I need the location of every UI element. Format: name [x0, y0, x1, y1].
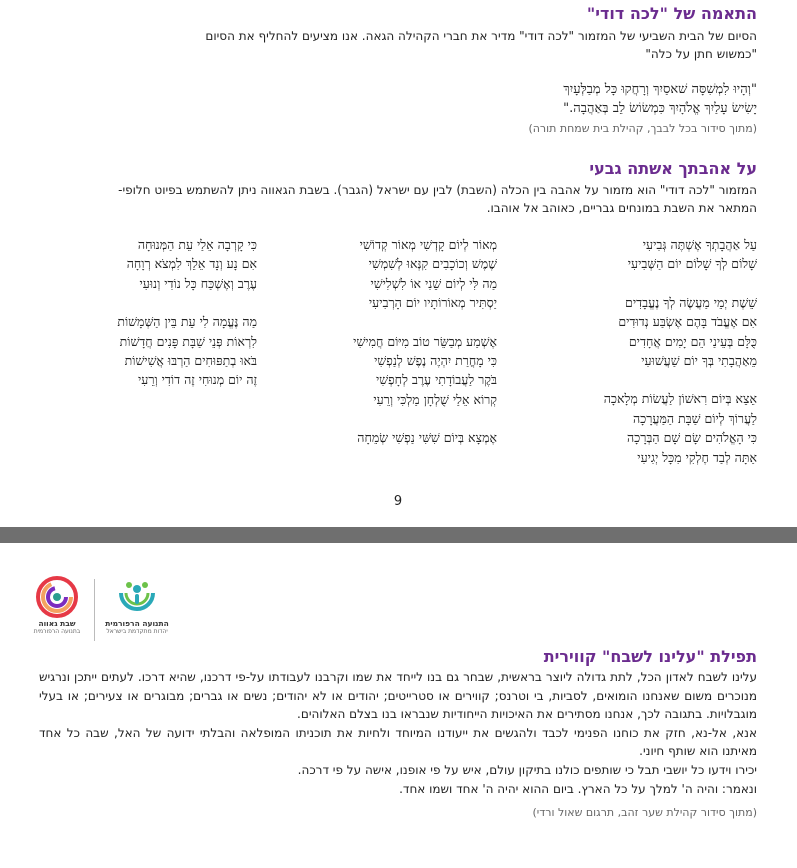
prayer-paragraph: עלינו לשבח לאדון הכל, לתת גדולה ליוצר בראשית, שבחר גם בנו לייחד את שמו וקרבנו לעבודתו על-פי דרכנו, שהיא דרכו. לעתים ייתכן ונרגיש מנוכרים משום שאנחנו הומואים, לסביות, בי וטרנס; קווירים או סטרייטים; יהודים או לא יהודים; נשים או גברים; מבוגרים או צעירים; או בעלי מוגבלויות. בתגובה לכך, אנחנו מסתירים את האיכויות הייחודיות שנבראו בנו בצלם האלוהים. [39, 670, 757, 722]
poem-line: כִּי מָחֳרַת יִהְיֶה נֶפֶשׁ לְנַפְשִׁי [374, 353, 497, 369]
poem-line: אַתָּה לְבַד חֶלְקִי מִכָּל יְגִיעִי [637, 449, 757, 465]
pride-shabbat-logo [22, 575, 92, 645]
poem-line: כִּי הָאֱלֹהִים שָׂם שָׁם הַבְּרָכָה [626, 430, 757, 446]
section-title-aleinu: תפילת "עלינו לשבח" קווירית [543, 647, 757, 666]
poem-line: שָׁלוֹם לְךָ שָׁלוֹם יוֹם הַשְּׁבִיעִי [627, 256, 757, 272]
poem-line: אֵצֵא בְּיוֹם רִאשׁוֹן לַעֲשׂוֹת מְלָאכָה [603, 391, 757, 407]
poem-stanza [267, 235, 497, 313]
poem-stanza [27, 235, 257, 293]
intro-line: המתאר את השבת במונחים גבריים, כאוהב אל אוהבו. [486, 201, 757, 215]
poem-line: בֹּקֶר לַעֲבוֹדָתִי עֶרֶב לְחָפְשִׁי [376, 372, 497, 388]
poem-line: אִם נָע וְנָד אֵלֵךְ לִמְצֹא רְוָחָה [126, 256, 257, 272]
rainbow-swirl-icon [35, 575, 79, 619]
section-title-al-ahavatcha: על אהבתך אשתה גבעי [589, 159, 757, 178]
poem-column-2 [267, 235, 497, 467]
section-title-lecha-dodi-adaptation: התאמה של "לכה דודי" [586, 4, 757, 23]
prayer-paragraph: יכירו וידעו כל יושבי תבל כי שותפים כולנו בתיקון עולם, איש על פי אופנו, אישה על פי דרכה. [297, 762, 757, 777]
poem-stanza [527, 389, 757, 467]
prayer-paragraph: אנא, אל-נא, חזק את כוחנו הפנימי לכבד ולהגשים את ייעודנו המיוחד ולחיות את תוכניתו המופלאה והבלתי ידועה של האל, שבה כל אחד מאיתנו הוא שותף חיוני. [39, 725, 757, 759]
poem-line: אִם אֶעֱבֹד בָּהֶם אֶשְׂבַּע נְדוּדִים [618, 314, 757, 330]
poem-line: כִּי קָרְבָה אֵלַי עֵת הַמְּנוּחָה [137, 237, 257, 252]
poem-line: עַל אַהֲבָתְךָ אֶשְׁתֶּה גְּבִיעִי [642, 237, 757, 252]
prayer-paragraph: ונאמר: והיה ה' למלך על כל הארץ. ביום ההוא יהיה ה' אחד ושמו אחד. [399, 781, 757, 796]
quote-line: יָשִׂישׂ עָלַיִךְ אֱלֹהָיִךְ כִּמְשׂוֹשׂ לֵב בְּאַהֲבָה." [563, 101, 757, 116]
page-10 [0, 543, 797, 868]
section2-intro [0, 181, 757, 217]
poem-line: כֻּלָּם בְּעֵינַי הֵם יָמִים אֲחָדִים [628, 333, 757, 349]
page-number: 9 [393, 494, 403, 509]
poem-line: זֶה יוֹם מְנוּחִי זֶה דוֹדִי וְרֵעִי [137, 372, 257, 388]
reform-movement-icon [115, 575, 159, 619]
intro-line: "כמשוש חתן על כלה" [645, 47, 757, 61]
poem-line: עֶרֶב וְאֶשְׁכַּח כָּל נוֹדִי וְנוּעִי [139, 275, 257, 291]
reform-movement-logo [102, 575, 172, 645]
poem-column-1 [527, 235, 757, 486]
poem-line: בֹּאוּ בְתַפּוּחִים הַרְבּוּ אֲשִׁישׁוֹת [124, 353, 257, 369]
poem-line: לַעֲרוֹךְ לְיוֹם שַׁבָּת הַמַּעֲרָכָה [632, 410, 757, 426]
quote-line: "וְהָיוּ לִמְשִׁסָּה שׁאסַיִךְ וְרָחֲקוּ כָּל מְבַלְּעָיִךְ [563, 82, 757, 97]
poem-line: שֵׁשֶׁת יְמֵי מַעֲשֶׂה לְךָ נֶעֱבָדִים [625, 294, 757, 310]
poem-line: קְרוֹא אֵלַי שֻׁלְחָן מַלְכִּי וְרֵעִי [373, 391, 497, 407]
intro-line: הסיום של הבית השביעי של המזמור "לכה דודי" מדיר את חברי הקהילה הגאה. אנו מציעים להחליף את הסיום [205, 29, 757, 43]
poem-line: לִרְאוֹת פְּנֵי שַׁבָּת פָּנִים חֲדָשׁוֹת [119, 333, 257, 349]
logo-subcaption: בתנועה הרפורמית [33, 628, 81, 635]
poem-line: יַסְתִּיר מְאוֹרוֹתָיו יוֹם הָרְבִיעִי [368, 295, 497, 311]
poem-stanza [27, 312, 257, 390]
poem-line: מֵאַהֲבָתִי בְּךָ יוֹם שַׁעֲשׁוּעִי [641, 353, 757, 369]
quote-source: (מתוך סידור בכל לבבך, קהילת בית שמחת תורה) [528, 122, 757, 135]
prayer-source: (מתוך סידור קהילת שער זהב, תרגום שאול ורדי) [532, 806, 757, 819]
intro-line: המזמור "לכה דודי" הוא מזמור על אהבה בין הכלה (השבת) לבין עם ישראל (הגבר). בשבת הגאווה ניתן להשתמש בפיוט חלופי- [118, 183, 757, 197]
poem-line: מַה לִּי לְיוֹם שֵׁנִי אוֹ לִשְׁלִישִׁי [370, 275, 497, 291]
poem-column-3 [27, 235, 257, 409]
logo-subcaption: יהדות מתקדמת בישראל [106, 628, 168, 635]
poem-line: אֶמְצָא בְּיוֹם שִׁשִּׁי נַפְשִׁי שְׂמֵחָה [357, 430, 497, 446]
logo-caption: שבת גאווה [38, 619, 76, 628]
logo-divider [94, 579, 95, 641]
poem-stanza [527, 293, 757, 371]
poem-line: מְאוֹר לְיוֹם קָדְשִׁי מְאוֹר קְדוֹשִׁי [359, 237, 497, 252]
section1-intro [40, 27, 757, 63]
poem-line: שֶׁמֶשׁ וְכוֹכָבִים קִנְּאוּ לְשִׁמְשִׁי [368, 256, 497, 272]
poem-line: מַה נֶּעֱמָה לִי עֵת בֵּין הַשְּׁמָשׁוֹת [117, 314, 257, 330]
logo-caption: התנועה הרפורמית [105, 619, 169, 628]
poem-stanza [527, 235, 757, 274]
poem-stanza [267, 428, 497, 447]
prayer-body [39, 668, 757, 798]
poem-stanza [267, 332, 497, 410]
poem-line: אֶשְׁמַע מְבַשֵּׂר טוֹב מִיּוֹם חֲמִישִׁי [353, 333, 497, 349]
